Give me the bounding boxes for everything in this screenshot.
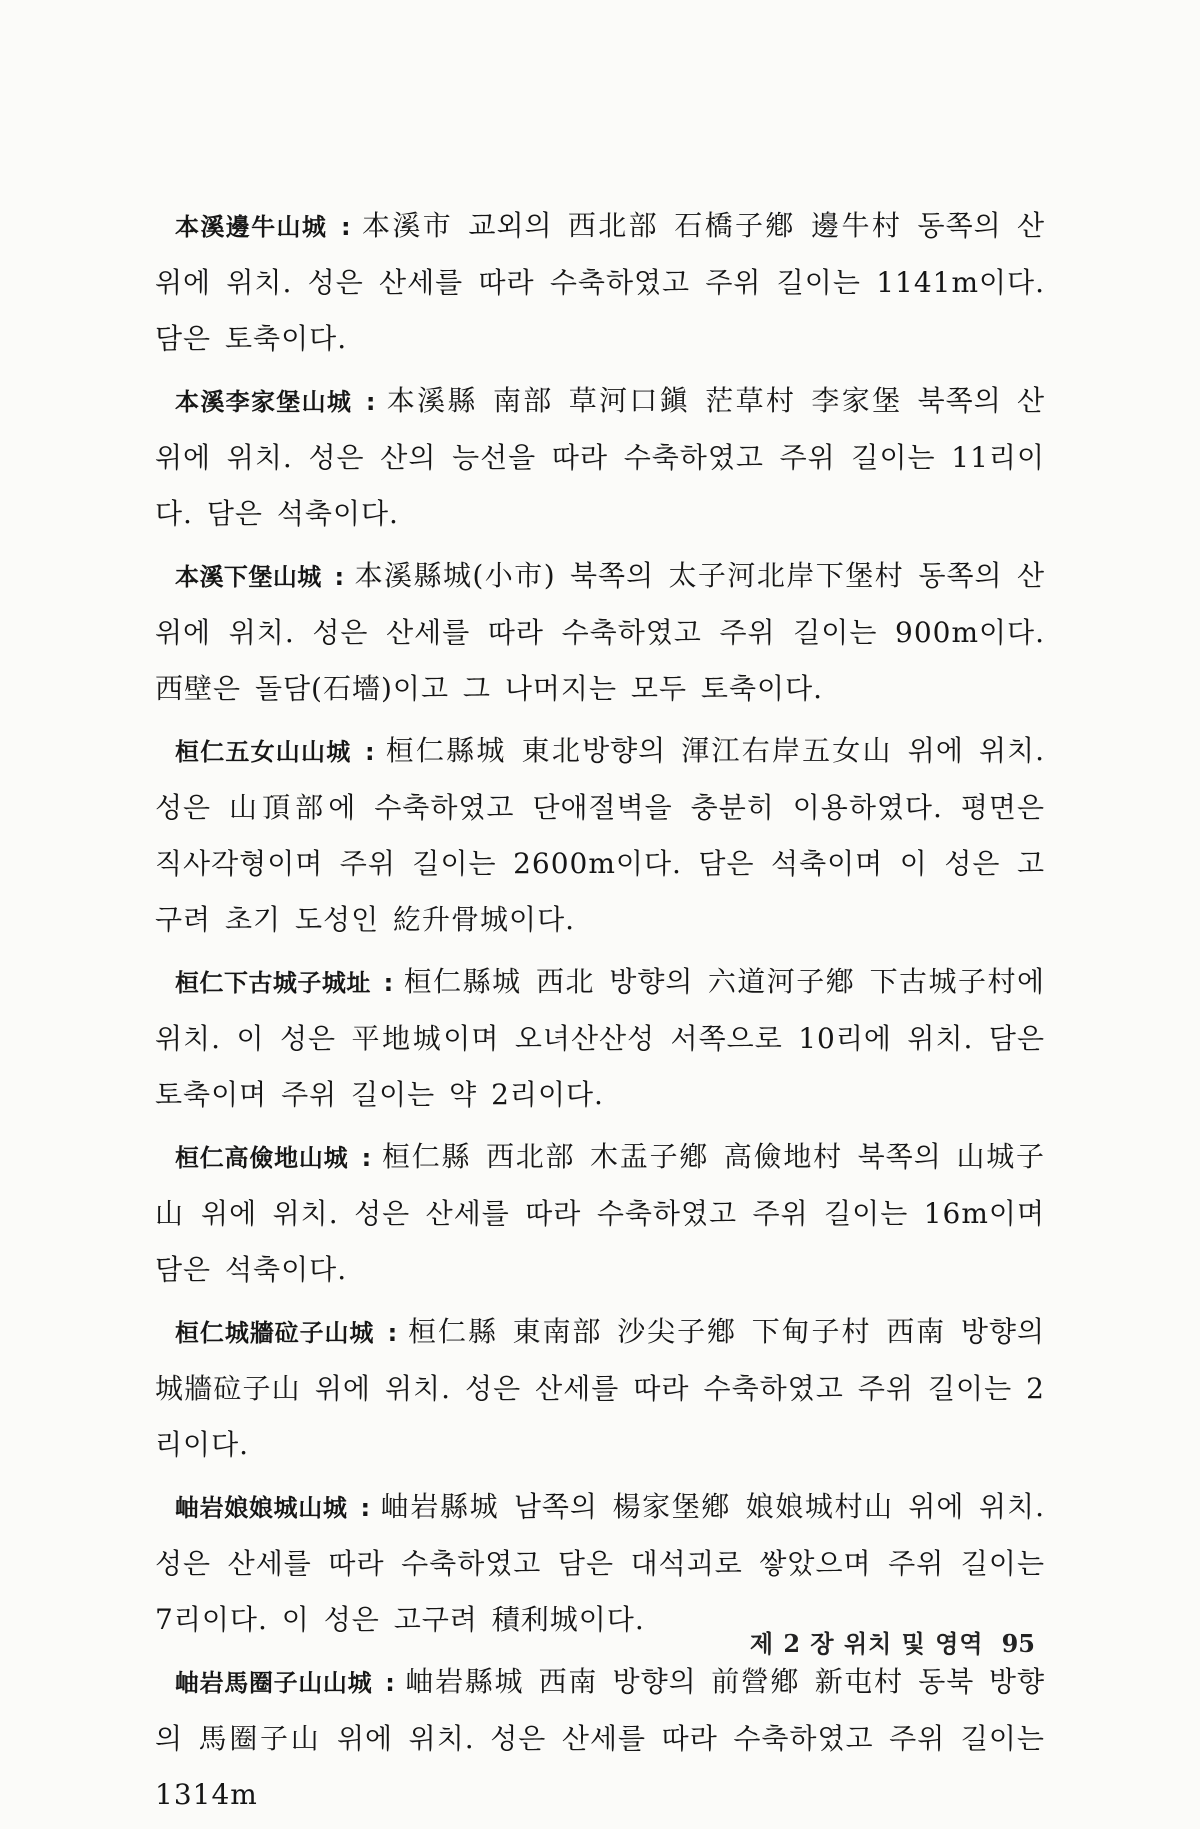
entry-title: 本溪李家堡山城 : [175, 388, 376, 416]
castle-entry [155, 1129, 1045, 1298]
page-footer [750, 1624, 1035, 1659]
entry-body: 本溪縣城(小市) 북쪽의 太子河北岸下堡村 동쪽의 산 위에 위치. 성은 산세를 따라 수축하였고 주위 길이는 900m이다. 西壁은 돌담(石墻)이고 그 나머지는 모두 토축이다. [155, 559, 1046, 705]
entry-body: 桓仁縣 東南部 沙尖子鄕 下甸子村 西南 방향의 城牆砬子山 위에 위치. 성은 산세를 따라 수축하였고 주위 길이는 2리이다. [155, 1315, 1045, 1461]
chapter-heading: 제 2 장 위치 및 영역 [749, 1629, 984, 1658]
castle-entry [155, 954, 1045, 1123]
castle-entry [155, 723, 1045, 948]
entry-title: 岫岩馬圈子山山城 : [175, 1669, 395, 1697]
entry-title: 本溪邊牛山城 : [175, 213, 351, 241]
entry-body: 桓仁縣城 西北 방향의 六道河子鄕 下古城子村에 위치. 이 성은 平地城이며 오녀산산성 서쪽으로 10리에 위치. 담은 토축이며 주위 길이는 약 2리이다. [155, 965, 1046, 1111]
entry-title: 桓仁下古城子城址 : [175, 969, 394, 997]
castle-entry [155, 373, 1045, 542]
castle-entry [155, 548, 1045, 717]
entry-title: 本溪下堡山城 : [175, 563, 345, 591]
entry-body: 岫岩縣城 남쪽의 楊家堡鄕 娘娘城村山 위에 위치. 성은 산세를 따라 수축하였고 담은 대석괴로 쌓았으며 주위 길이는 7리이다. 이 성은 고구려 積利城이다. [155, 1490, 1045, 1636]
castle-entry [155, 1654, 1045, 1823]
page-number: 95 [1001, 1629, 1035, 1658]
entry-body: 桓仁縣城 東北방향의 渾江右岸五女山 위에 위치. 성은 山頂部에 수축하였고 단애절벽을 충분히 이용하였다. 평면은 직사각형이며 주위 길이는 2600m이다. 담은 석축이며 이 성은 고구려 초기 도성인 紇升骨城이다. [155, 734, 1046, 936]
entry-title: 桓仁城牆砬子山城 : [175, 1319, 398, 1347]
entry-body: 本溪市 교외의 西北部 石橋子鄕 邊牛村 동쪽의 산 위에 위치. 성은 산세를 따라 수축하였고 주위 길이는 1141m이다. 담은 토축이다. [155, 209, 1045, 355]
entry-title: 岫岩娘娘城山城 : [175, 1494, 371, 1522]
castle-entry [155, 1304, 1045, 1473]
castle-entry [155, 198, 1045, 367]
castle-entry [155, 1479, 1045, 1648]
entry-body: 本溪縣 南部 草河口鎭 茫草村 李家堡 북쪽의 산 위에 위치. 성은 산의 능선을 따라 수축하였고 주위 길이는 11리이다. 담은 석축이다. [155, 384, 1046, 530]
entry-title: 桓仁五女山山城 : [175, 738, 375, 766]
entry-title: 桓仁高儉地山城 : [175, 1144, 372, 1172]
entry-body: 岫岩縣城 西南 방향의 前營鄕 新屯村 동북 방향의 馬圈子山 위에 위치. 성은 산세를 따라 수축하였고 주위 길이는 1314m [155, 1665, 1046, 1811]
page-body [155, 198, 1045, 1829]
entry-body: 桓仁縣 西北部 木盂子鄕 高儉地村 북쪽의 山城子山 위에 위치. 성은 산세를 따라 수축하였고 주위 길이는 16m이며 담은 석축이다. [155, 1140, 1046, 1286]
